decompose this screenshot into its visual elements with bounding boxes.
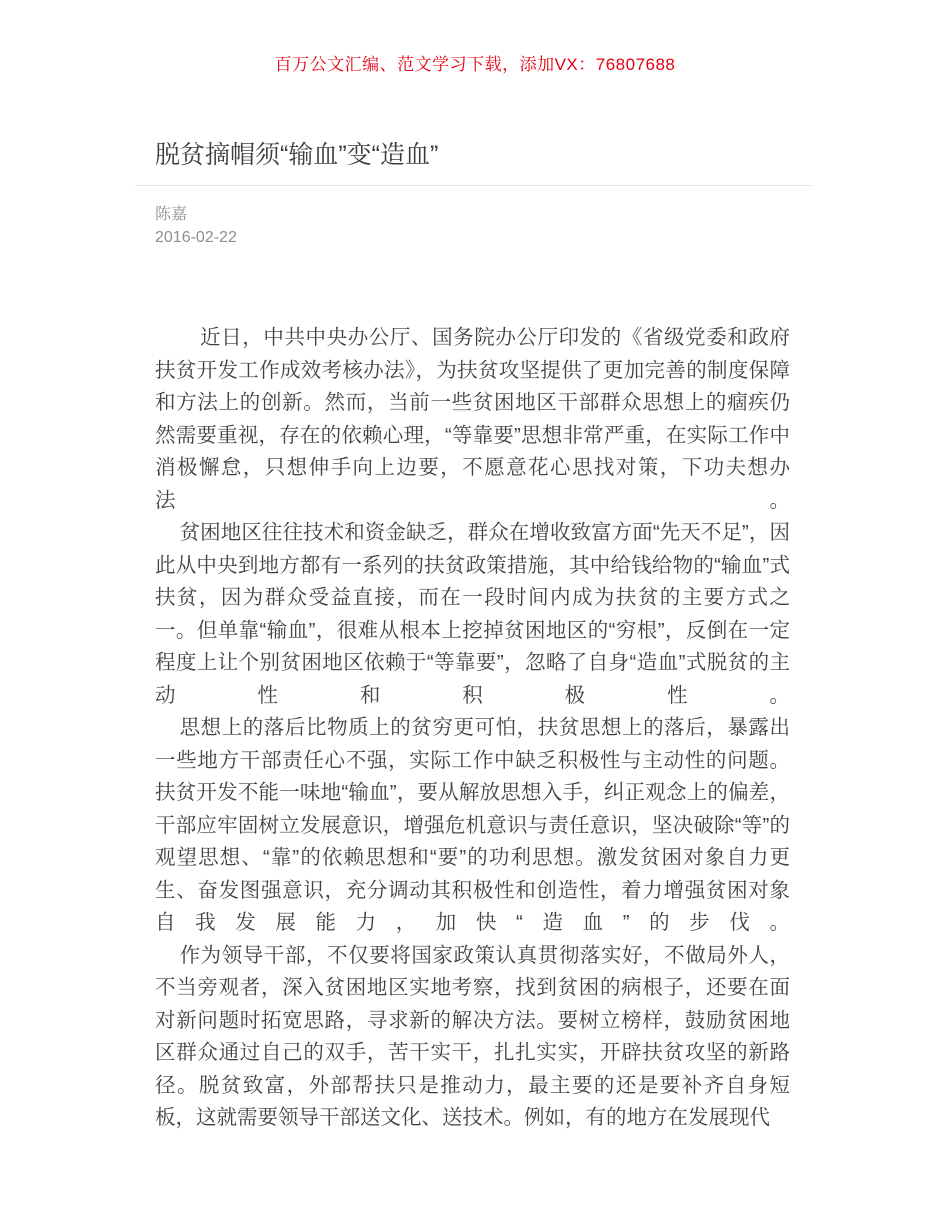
article-paragraph: 作为领导干部，不仅要将国家政策认真贯彻落实好，不做局外人，不当旁观者，深入贫困地区实地考察，找到贫困的病根子，还要在面对新问题时拓宽思路，寻求新的解决方法。要树立榜样，鼓励贫困地区群众通过自己的双手，苦干实干，扎扎实实，开辟扶贫攻坚的新路径。脱贫致富，外部帮扶只是推动力，最主要的还是要补齐自身短板，这就需要领导干部送文化、送技术。例如，有的地方在发展现代 [155,943,790,1129]
article [135,138,812,1135]
article-paragraph: 贫困地区往往技术和资金缺乏，群众在增收致富方面“先天不足”，因此从中央到地方都有一系列的扶贫政策措施，其中给钱给物的“输血”式扶贫，因为群众受益直接，而在一段时间内成为扶贫的主要方式之一。但单靠“输血”，很难从根本上挖掉贫困地区的“穷根”，反倒在一定程度上让个别贫困地区依赖于“等靠要”，忽略了自身“造血”式脱贫的主动性和积极性。 [155,521,790,707]
article-title: 脱贫摘帽须“输血”变“造血” [155,141,439,169]
article-body [135,249,812,1135]
article-meta [135,186,812,249]
promo-banner-text: 百万公文汇编、范文学习下载，添加VX：76807688 [274,55,676,74]
article-author: 陈嘉 [155,206,188,223]
article-paragraph: 思想上的落后比物质上的贫穷更可怕，扶贫思想上的落后，暴露出一些地方干部责任心不强，实际工作中缺乏积极性与主动性的问题。扶贫开发不能一味地“输血”，要从解放思想入手，纠正观念上的偏差，干部应牢固树立发展意识，增强危机意识与责任意识，坚决破除“等”的观望思想、“靠”的依赖思想和“要”的功利思想。激发贫困对象自力更生、奋发图强意识，充分调动其积极性和创造性，着力增强贫困对象自我发展能力，加快“造血”的步伐。 [155,716,790,934]
article-paragraph: 近日，中共中央办公厅、国务院办公厅印发的《省级党委和政府扶贫开发工作成效考核办法》，为扶贫攻坚提供了更加完善的制度保障和方法上的创新。然而，当前一些贫困地区干部群众思想上的痼疾仍然需要重视，存在的依赖心理，“等靠要”思想非常严重，在实际工作中消极懈怠，只想伸手向上边要，不愿意花心思找对策，下功夫想办法。 [155,326,790,512]
promo-banner [0,0,950,78]
article-date: 2016-02-22 [155,229,237,246]
title-block [135,138,812,186]
